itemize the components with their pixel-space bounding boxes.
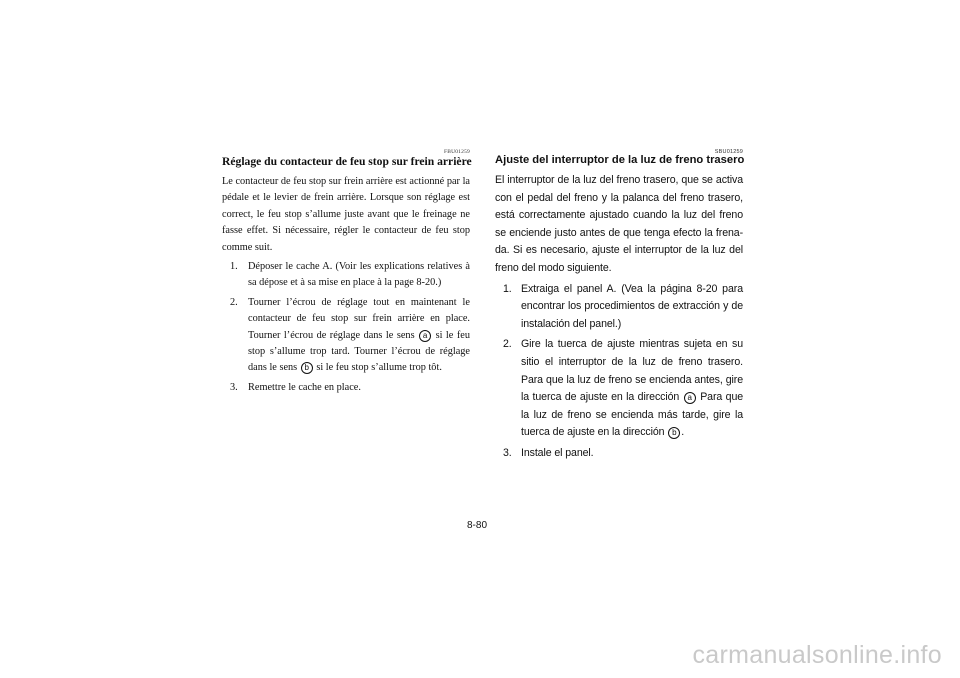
step-text: Déposer le cache A. (Voir les explications relatives à sa dépose et à sa mise en place à la page 8-20.)	[248, 261, 470, 289]
step-number: 3.	[230, 381, 238, 393]
step-number: 3.	[503, 446, 512, 459]
step-text: Remettre le cache en place.	[248, 381, 361, 393]
list-item	[222, 295, 470, 377]
circled-b-marker: b	[668, 427, 680, 439]
section-code: FBU01259	[443, 149, 470, 155]
step-text: .	[681, 426, 685, 439]
step-text: Extraiga el panel A. (Vea la página 8-20 para encontrar los procedimientos de extracción y de instalación del panel.)	[521, 282, 743, 330]
step-text: Para que la luz de freno se encienda más tarde, gire la tuerca de ajuste en la dirección	[521, 391, 744, 439]
section-title: Réglage du contacteur de feu stop sur frein arrière	[222, 155, 472, 168]
step-number: 2.	[503, 338, 512, 351]
list-item	[222, 259, 470, 292]
circled-a-marker: a	[684, 392, 696, 404]
list-item	[222, 380, 470, 396]
page-number: 8-80	[467, 520, 488, 531]
list-item	[495, 445, 743, 463]
steps-list	[495, 281, 743, 463]
section-title: Ajuste del interruptor de la luz de freno trasero	[495, 154, 745, 166]
step-text: Tourner l’écrou de réglage tout en maintenant le contacteur de feu stop sur frein arrière en place. Tourner l’écrou de réglage dans le sens	[248, 296, 470, 341]
step-number: 1.	[230, 261, 238, 273]
step-number: 1.	[503, 282, 512, 295]
step-number: 2.	[230, 296, 238, 308]
section-body	[222, 174, 470, 396]
circled-b-marker: b	[301, 362, 313, 374]
list-item	[495, 281, 743, 334]
step-text: Instale el panel.	[521, 446, 594, 459]
list-item	[495, 336, 743, 442]
section-body	[495, 172, 743, 463]
circled-a-marker: a	[419, 330, 431, 342]
watermark: carmanualsonline.info	[692, 641, 942, 669]
steps-list	[222, 259, 470, 396]
step-text: Gire la tuerca de ajuste mientras sujeta en su sitio el interruptor de la luz de freno trasero. Para que la luz de freno se encienda antes, gire la tuerca de ajuste en la dirección	[521, 338, 743, 404]
intro-paragraph: El interruptor de la luz del freno trasero, que se activa con el pedal del freno y la palanca del freno trasero, está correctamente ajustado cuando la luz del freno se enciende justo antes de que tenga efecto la frena-da. Si es necesario, ajuste el interruptor de la luz del freno del modo siguiente.	[495, 174, 743, 274]
section-code: SBU01259	[714, 149, 743, 155]
step-text: si le feu stop s’allume trop tôt.	[316, 362, 442, 374]
step-text: si le feu stop s’allume trop tard. Tourner l’écrou de réglage dans le sens	[248, 329, 470, 374]
intro-paragraph: Le contacteur de feu stop sur frein arrière est actionné par la pédale et le levier de frein arrière. Lorsque son réglage est correct, le feu stop s’allume juste avant que le freinage ne fasse effet. Si nécessaire, régler le contacteur de feu stop comme suit.	[222, 176, 470, 253]
